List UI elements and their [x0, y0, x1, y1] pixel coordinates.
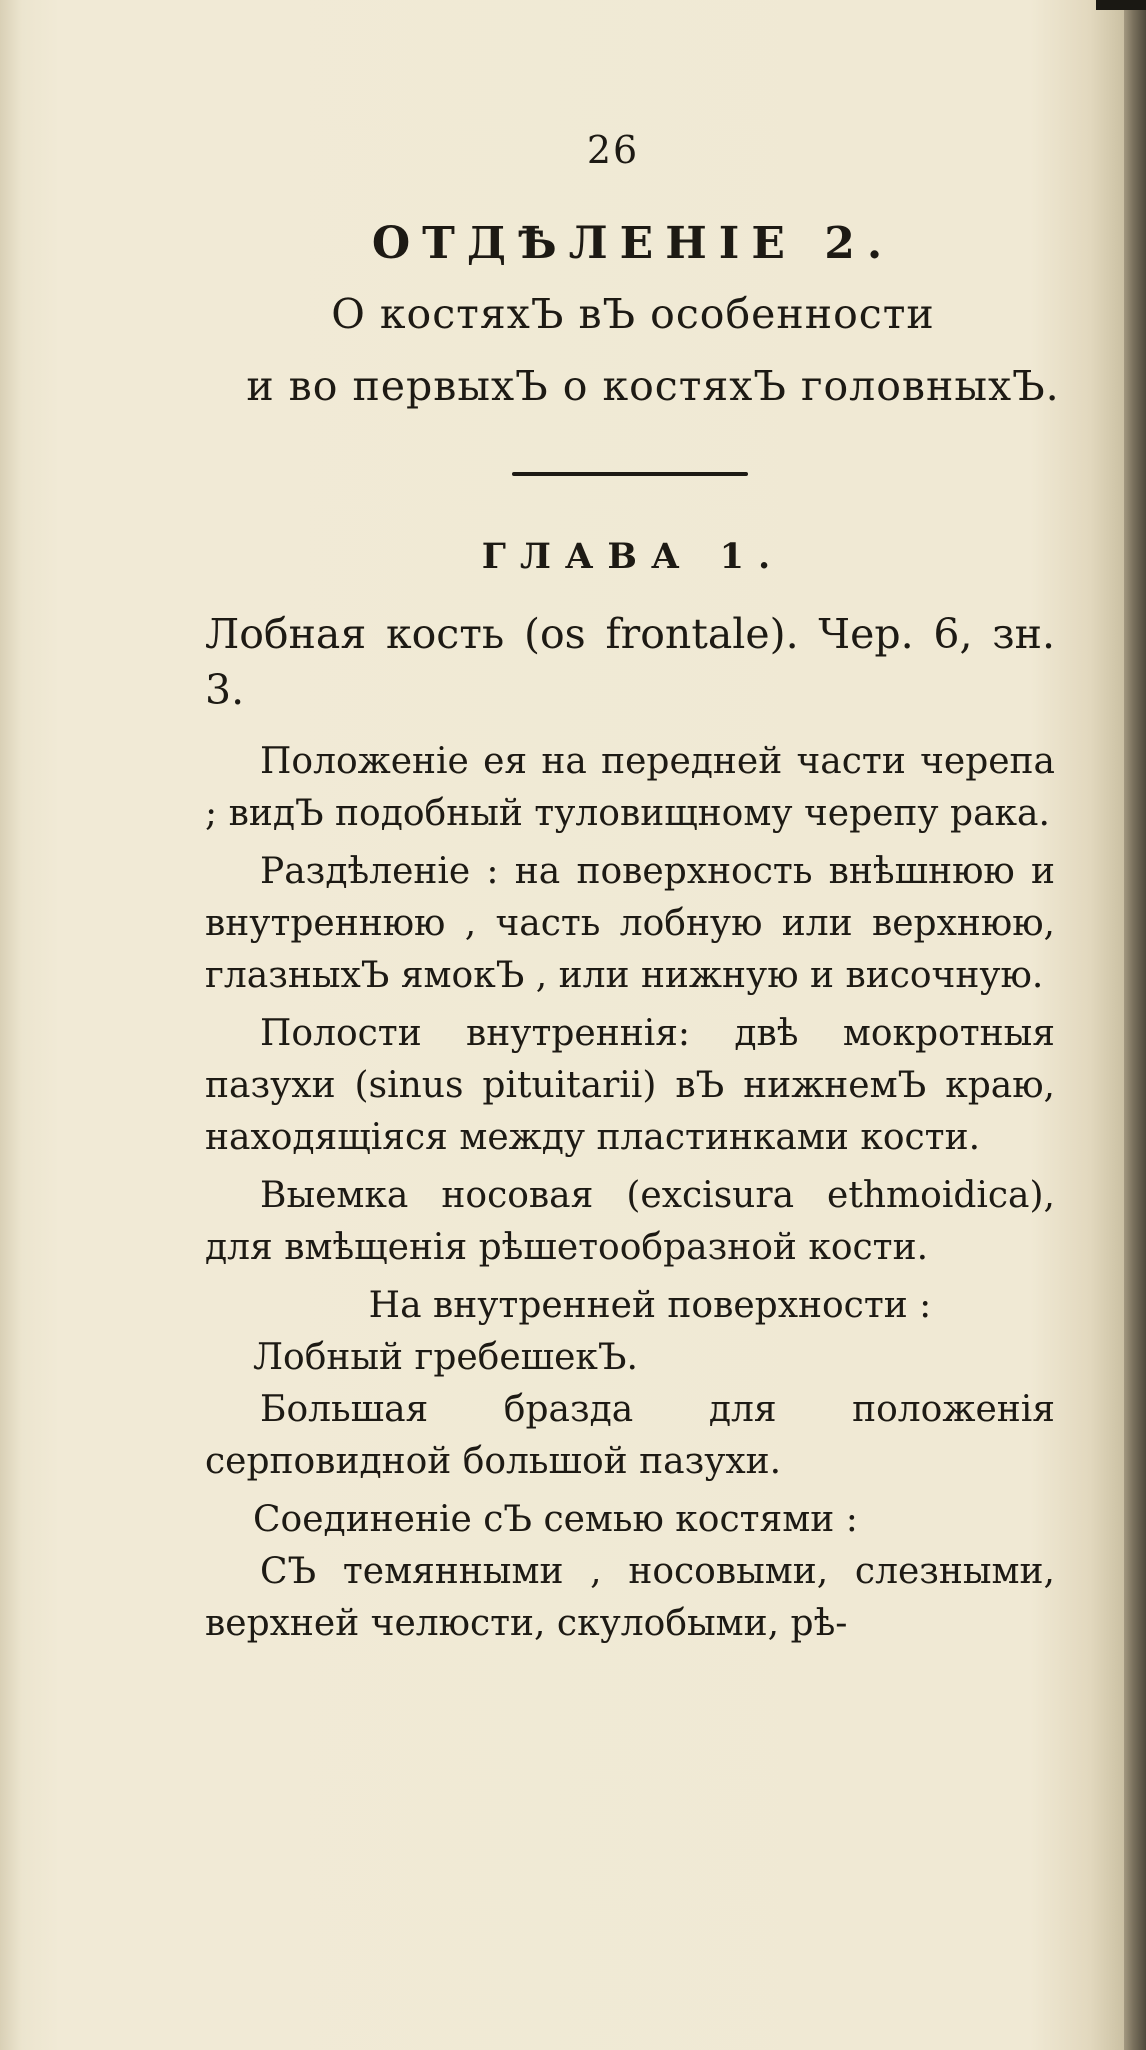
section-subtitle-line-1: О костяхЪ вЪ особенности — [331, 290, 935, 338]
paragraph-division: Раздѣленiе : на поверхность внѣшнюю и внутреннюю , часть лобную или верхнюю, глазныхЪ ямокЪ , или нижную и височную. — [205, 851, 1055, 996]
decorative-rule — [512, 472, 748, 476]
inner-item: Большая бразда для положенiя серповидной большой пазухи. — [205, 1389, 1055, 1482]
chapter-title: ГЛАВА 1. — [481, 536, 785, 577]
bone-heading: Лобная кость (os frontale). Чер. 6, зн. 3. — [205, 610, 1055, 714]
paragraph-position: Положенiе ея на передней части черепа ; видЪ подобный туловищному черепу рака. — [205, 741, 1055, 834]
page-corner-mark — [1096, 0, 1146, 10]
connection-text: СЪ темянными , носовыми, слезными, верхней челюсти, скулобыми, рѣ- — [205, 1551, 1055, 1644]
section-title: ОТДѢЛЕНIЕ 2. — [371, 218, 895, 269]
inner-surface-heading: На внутренней поверхности : — [368, 1285, 932, 1326]
body-text — [205, 606, 1055, 1656]
paragraph-cavities: Полости внутреннiя: двѣ мокротныя пазухи (sinus pituitarii) вЪ нижнемЪ краю, находящiяся между пластинками кости. — [205, 1013, 1055, 1158]
page-number: 26 — [586, 128, 640, 172]
section-subtitle-line-2: и во первыхЪ о костяхЪ головныхЪ. — [246, 362, 1060, 410]
paragraph-notch: Выемка носовая (excisura ethmoidica), для вмѣщенiя рѣшетообразной кости. — [205, 1175, 1055, 1268]
inner-item: Лобный гребешекЪ. — [253, 1337, 638, 1378]
connection-heading: Соединенiе сЪ семью костями : — [253, 1499, 858, 1540]
